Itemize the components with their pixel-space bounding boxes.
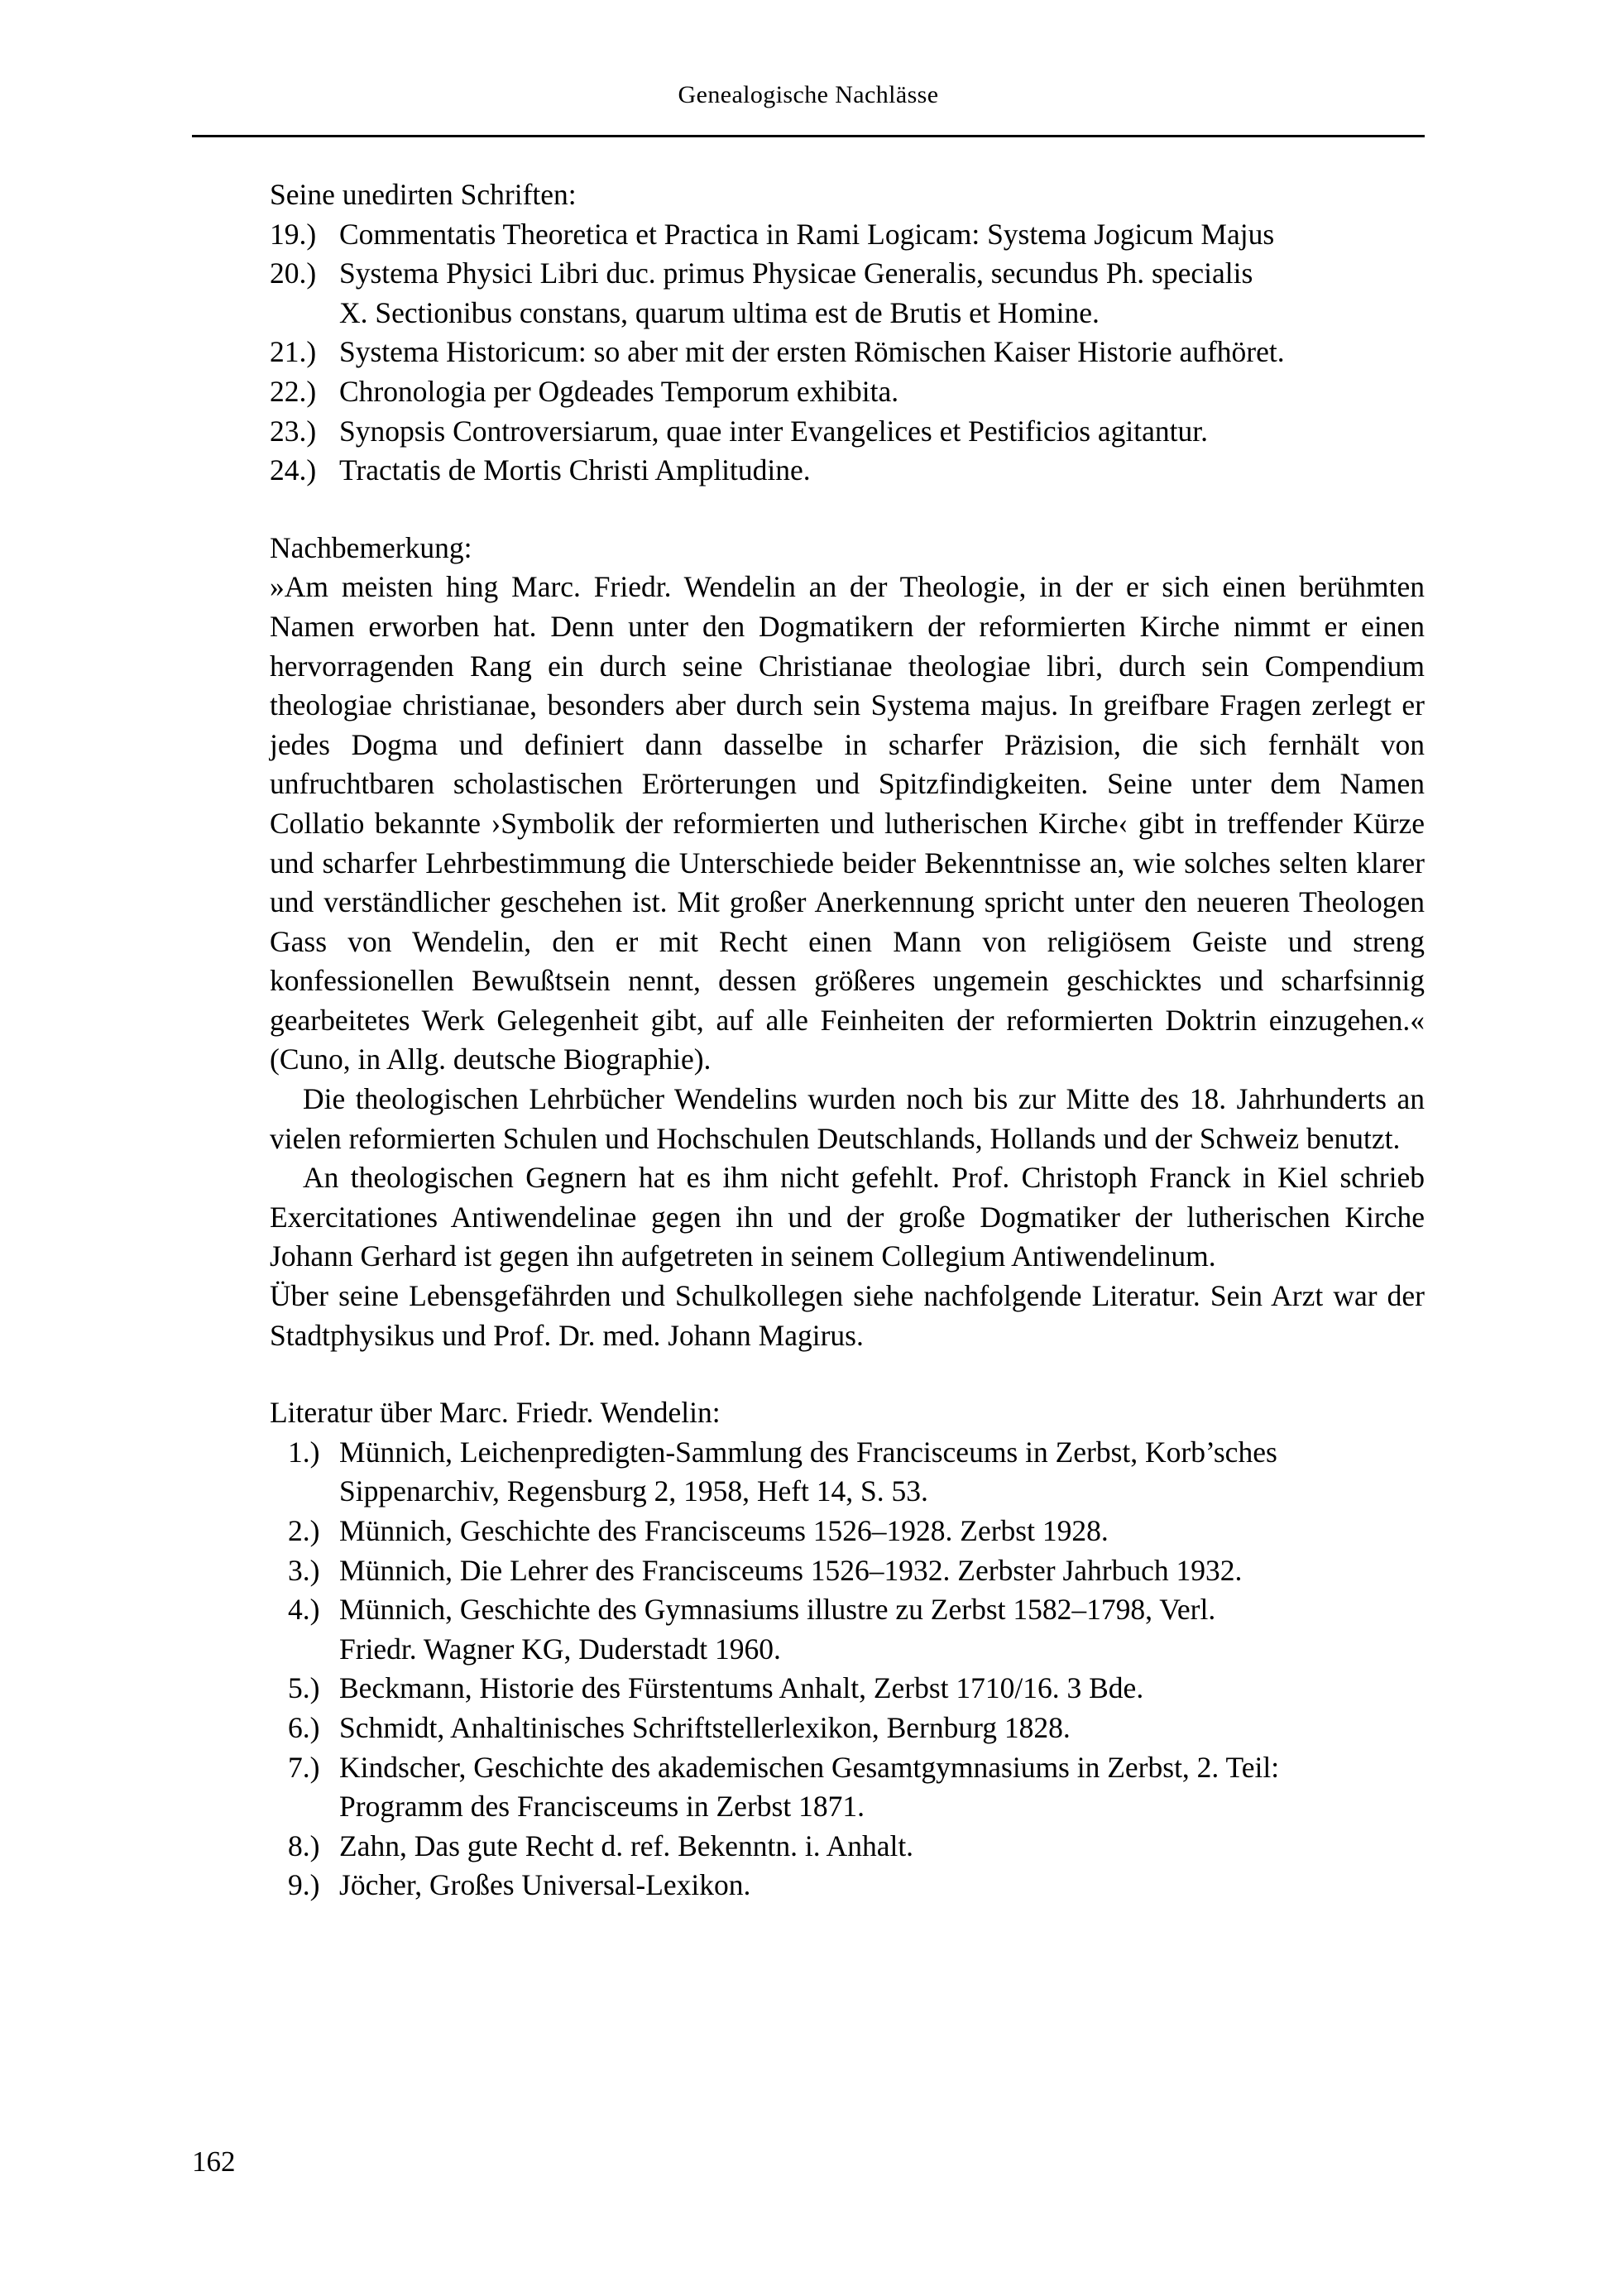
paragraph-companions: Über seine Lebensgefährden und Schulkollegen siehe nachfolgende Literatur. Sein Arzt war der Stadtphysikus und Prof. Dr. med. Johann Magirus.: [270, 1279, 1425, 1352]
list-marker: 8.): [288, 1829, 320, 1862]
literature-list-item: [270, 1748, 1425, 1827]
literature-list: [270, 1433, 1425, 1905]
list-marker: 5.): [288, 1671, 320, 1705]
paragraph-textbooks: Die theologischen Lehrbücher Wendelins wurden noch bis zur Mitte des 18. Jahrhunderts an vielen reformierten Schulen und Hochschulen Deutschlands, Hollands und der Schweiz benutzt.: [270, 1082, 1425, 1155]
list-item-line: Chronologia per Ogdeades Temporum exhibita.: [339, 374, 899, 408]
literature-list-item: [270, 1827, 1425, 1867]
list-item-line: Sippenarchiv, Regensburg 2, 1958, Heft 14, S. 53.: [339, 1474, 928, 1508]
note-paragraph: »Am meisten hing Marc. Friedr. Wendelin an der Theologie, in der er sich einen berühmten Namen erworben hat. Denn unter den Dogmatikern der reformierten Kirche nimmt er einen hervorragenden Rang ein durch seine Christianae theologiae libri, durch sein Compendium theologiae christianae, besonders aber durch sein Systema majus. In greifbare Fragen zerlegt er jedes Dogma und definiert dann dasselbe in scharfer Präzision, die sich fernhält von unfruchtbaren scholastischen Erörterungen und Spitzfindigkeiten. Seine unter dem Namen Collatio bekannte ›Symbolik der reformierten und lutherischen Kirche‹ gibt in treffender Kürze und scharfer Lehrbestimmung die Unterschiede beider Bekenntnisse an, wie solches selten klarer und verständlicher geschehen ist. Mit großer Anerkennung spricht unter den neueren Theologen Gass von Wendelin, den er mit Recht einen Mann von religiösem Geiste und streng konfessionellen Bewußtsein nennt, dessen größeres ungemein geschicktes und scharfsinnig gearbeitetes Werk Gelegenheit gibt, auf alle Feinheiten der reformierten Doktrin einzugehen.« (Cuno, in Allg. deutsche Biographie).: [270, 570, 1425, 1076]
list-marker: 23.): [270, 414, 317, 448]
list-item-line: Commentatis Theoretica et Practica in Rami Logicam: Systema Jogicum Majus: [339, 217, 1275, 251]
list-item-line: Jöcher, Großes Universal-Lexikon.: [339, 1868, 751, 1902]
list-item-line: Zahn, Das gute Recht d. ref. Bekenntn. i. Anhalt.: [339, 1829, 914, 1862]
list-item-line: Münnich, Geschichte des Gymnasiums illustre zu Zerbst 1582–1798, Verl.: [339, 1593, 1216, 1627]
list-item-line: Münnich, Leichenpredigten-Sammlung des Francisceums in Zerbst, Korb’sches: [339, 1435, 1277, 1469]
list-marker: 22.): [270, 374, 317, 408]
works-list-item: [270, 215, 1425, 255]
section-spacer: [270, 491, 1425, 529]
list-marker: 7.): [288, 1750, 320, 1784]
section-spacer: [270, 1355, 1425, 1393]
works-list-item: [270, 412, 1425, 452]
list-item-line: Münnich, Geschichte des Francisceums 1526–1928. Zerbst 1928.: [339, 1514, 1109, 1547]
literature-list-item: [270, 1669, 1425, 1709]
literature-list-item: [270, 1551, 1425, 1591]
works-list-item: [270, 254, 1425, 333]
list-marker: 21.): [270, 335, 317, 369]
list-marker: 3.): [288, 1553, 320, 1587]
list-item-line: Synopsis Controversiarum, quae inter Evangelices et Pestificios agitantur.: [339, 414, 1208, 448]
header-rule: [192, 135, 1425, 137]
list-marker: 19.): [270, 217, 317, 251]
list-item-line: X. Sectionibus constans, quarum ultima est de Brutis et Homine.: [339, 295, 1100, 329]
literature-list-item: [270, 1590, 1425, 1669]
works-heading: Seine unedirten Schriften:: [270, 178, 577, 211]
list-marker: 1.): [288, 1435, 320, 1469]
literature-heading: Literatur über Marc. Friedr. Wendelin:: [270, 1396, 721, 1430]
works-list: [270, 215, 1425, 491]
page-number: 162: [192, 2145, 236, 2178]
running-head: Genealogische Nachlässe: [678, 81, 939, 108]
list-item-line: Programm des Francisceums in Zerbst 1871.: [339, 1790, 865, 1824]
list-item-line: Schmidt, Anhaltinisches Schriftstellerlexikon, Bernburg 1828.: [339, 1710, 1071, 1744]
list-item-line: Systema Historicum: so aber mit der ersten Römischen Kaiser Historie aufhöret.: [339, 335, 1285, 369]
literature-list-item: [270, 1512, 1425, 1551]
paragraph-opponents: An theologischen Gegnern hat es ihm nicht gefehlt. Prof. Christoph Franck in Kiel schrieb Exercitationes Antiwendelinae gegen ihn und der große Dogmatiker der lutherischen Kirche Johann Gerhard ist gegen ihn aufgetreten in seinem Collegium Antiwendelinum.: [270, 1161, 1425, 1273]
works-list-item: [270, 372, 1425, 412]
works-list-item: [270, 451, 1425, 491]
list-item-line: Münnich, Die Lehrer des Francisceums 1526–1932. Zerbster Jahrbuch 1932.: [339, 1553, 1243, 1587]
list-item-line: Friedr. Wagner KG, Duderstadt 1960.: [339, 1632, 781, 1666]
note-heading: Nachbemerkung:: [270, 530, 472, 564]
literature-list-item: [270, 1709, 1425, 1748]
list-marker: 2.): [288, 1514, 320, 1547]
list-marker: 20.): [270, 256, 317, 290]
list-marker: 4.): [288, 1593, 320, 1627]
list-item-line: Kindscher, Geschichte des akademischen Gesamtgymnasiums in Zerbst, 2. Teil:: [339, 1750, 1280, 1784]
list-item-line: Tractatis de Mortis Christi Amplitudine.: [339, 453, 811, 487]
text-column: [270, 175, 1425, 1905]
literature-list-item: [270, 1866, 1425, 1905]
list-item-line: Beckmann, Historie des Fürstentums Anhalt, Zerbst 1710/16. 3 Bde.: [339, 1671, 1144, 1705]
works-list-item: [270, 333, 1425, 372]
list-marker: 9.): [288, 1868, 320, 1902]
literature-list-item: [270, 1433, 1425, 1512]
list-item-line: Systema Physici Libri duc. primus Physicae Generalis, secundus Ph. specialis: [339, 256, 1253, 290]
list-marker: 24.): [270, 453, 317, 487]
list-marker: 6.): [288, 1710, 320, 1744]
